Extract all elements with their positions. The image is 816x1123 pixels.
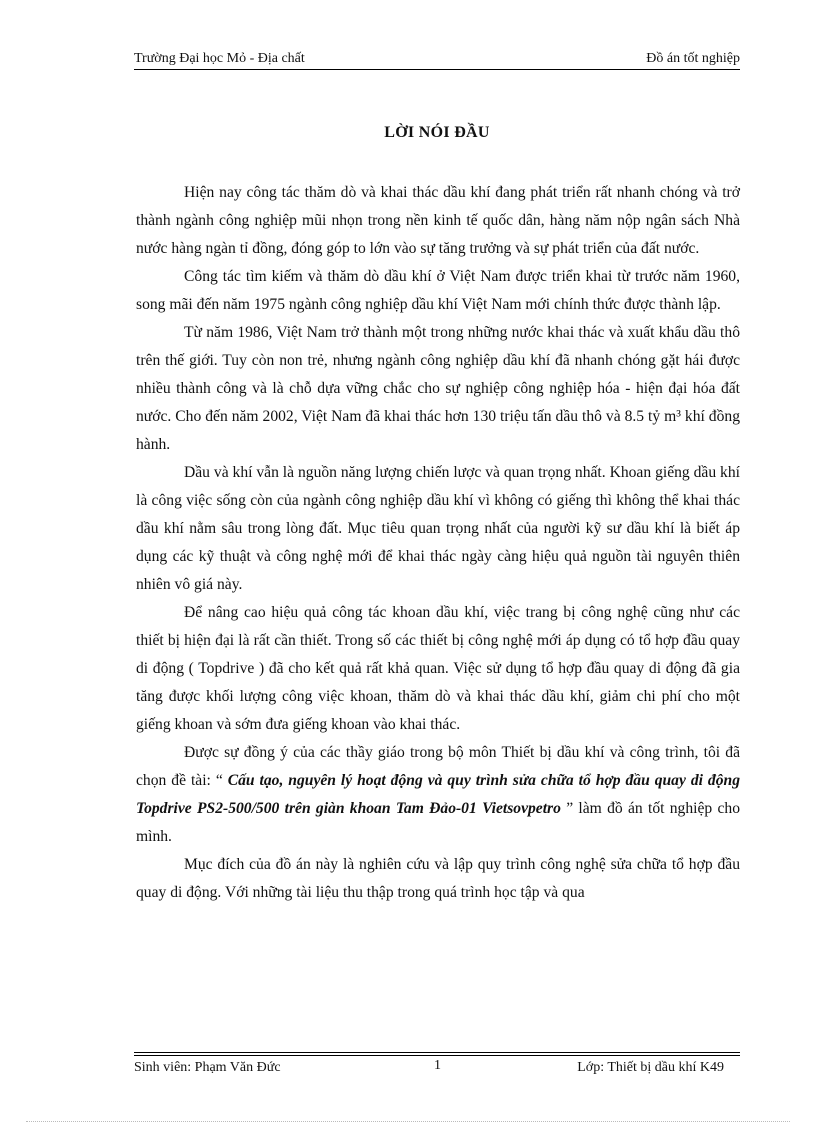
page-footer bbox=[134, 1057, 740, 1077]
footer-student: Sinh viên: Phạm Văn Đức bbox=[134, 1060, 281, 1075]
paragraph-3: Từ năm 1986, Việt Nam trở thành một trong những nước khai thác và xuất khẩu dầu thô trên thế giới. Tuy còn non trẻ, nhưng ngành công nghiệp dầu khí đã nhanh chóng gặt hái được nhiều thành công và là chỗ dựa vững chắc cho sự nghiệp công nghiệp hóa - hiện đại hóa đất nước. Cho đến năm 2002, Việt Nam đã khai thác hơn 130 triệu tấn dầu thô và 8.5 tỷ m³ khí đồng hành. bbox=[136, 324, 740, 453]
thesis-topic: Cấu tạo, nguyên lý hoạt động và quy trình sửa chữa tổ hợp đầu quay di động Topdrive PS2-500/500 trên giàn khoan Tam Đảo-01 Vietsovpetro bbox=[136, 772, 740, 817]
paragraph-4: Dầu và khí vẫn là nguồn năng lượng chiến lược và quan trọng nhất. Khoan giếng dầu khí là công việc sống còn của ngành công nghiệp dầu khí vì không có giếng thì không thể khai thác dầu khí nằm sâu trong lòng đất. Mục tiêu quan trọng nhất của người kỹ sư dầu khí là biết áp dụng các kỹ thuật và công nghệ mới để khai thác ngày càng hiệu quả nguồn tài nguyên thiên nhiên vô giá này. bbox=[136, 464, 740, 593]
paragraph-6-intro: Được sự đồng ý của các thầy giáo trong bộ môn Thiết bị dầu khí và công trình, tôi đã chọn đề tài: “ bbox=[136, 744, 740, 789]
page-header bbox=[134, 50, 740, 70]
header-rule bbox=[134, 69, 740, 70]
footer-rule-double bbox=[134, 1055, 740, 1056]
document-body bbox=[136, 179, 740, 907]
paragraph-7: Mục đích của đồ án này là nghiên cứu và lập quy trình công nghệ sửa chữa tổ hợp đầu quay di động. Với những tài liệu thu thập trong quá trình học tập và qua bbox=[136, 856, 740, 901]
header-school: Trường Đại học Mỏ - Địa chất bbox=[134, 51, 305, 66]
paragraph-5: Để nâng cao hiệu quả công tác khoan dầu khí, việc trang bị công nghệ cũng như các thiết bị hiện đại là rất cần thiết. Trong số các thiết bị công nghệ mới áp dụng có tổ hợp đầu quay di động ( Topdrive ) đã cho kết quả rất khả quan. Việc sử dụng tổ hợp đầu quay di động đã gia tăng được khối lượng công việc khoan, thăm dò và khai thác dầu khí, giảm chi phí cho một giếng khoan và sớm đưa giếng khoan vào khai thác. bbox=[136, 604, 740, 733]
footer-class: Lớp: Thiết bị dầu khí K49 bbox=[577, 1060, 724, 1075]
paragraph-1: Hiện nay công tác thăm dò và khai thác dầu khí đang phát triển rất nhanh chóng và trở thành ngành công nghiệp mũi nhọn trong nền kinh tế quốc dân, hàng năm nộp ngân sách Nhà nước hàng ngàn tỉ đồng, đóng góp to lớn vào sự tăng trưởng và sự phát triển của đất nước. bbox=[136, 184, 740, 257]
page-number: 1 bbox=[434, 1058, 441, 1073]
page-edge bbox=[26, 1121, 790, 1122]
paragraph-2: Công tác tìm kiếm và thăm dò dầu khí ở Việt Nam được triển khai từ trước năm 1960, song mãi đến năm 1975 ngành công nghiệp dầu khí Việt Nam mới chính thức được thành lập. bbox=[136, 268, 740, 313]
header-doc-type: Đồ án tốt nghiệp bbox=[646, 51, 740, 66]
paragraph-6 bbox=[136, 739, 740, 851]
page-title: LỜI NÓI ĐẦU bbox=[384, 124, 490, 141]
paragraph-6-end: ” làm đồ án tốt nghiệp cho mình. bbox=[136, 800, 740, 845]
footer-rule bbox=[134, 1052, 740, 1053]
